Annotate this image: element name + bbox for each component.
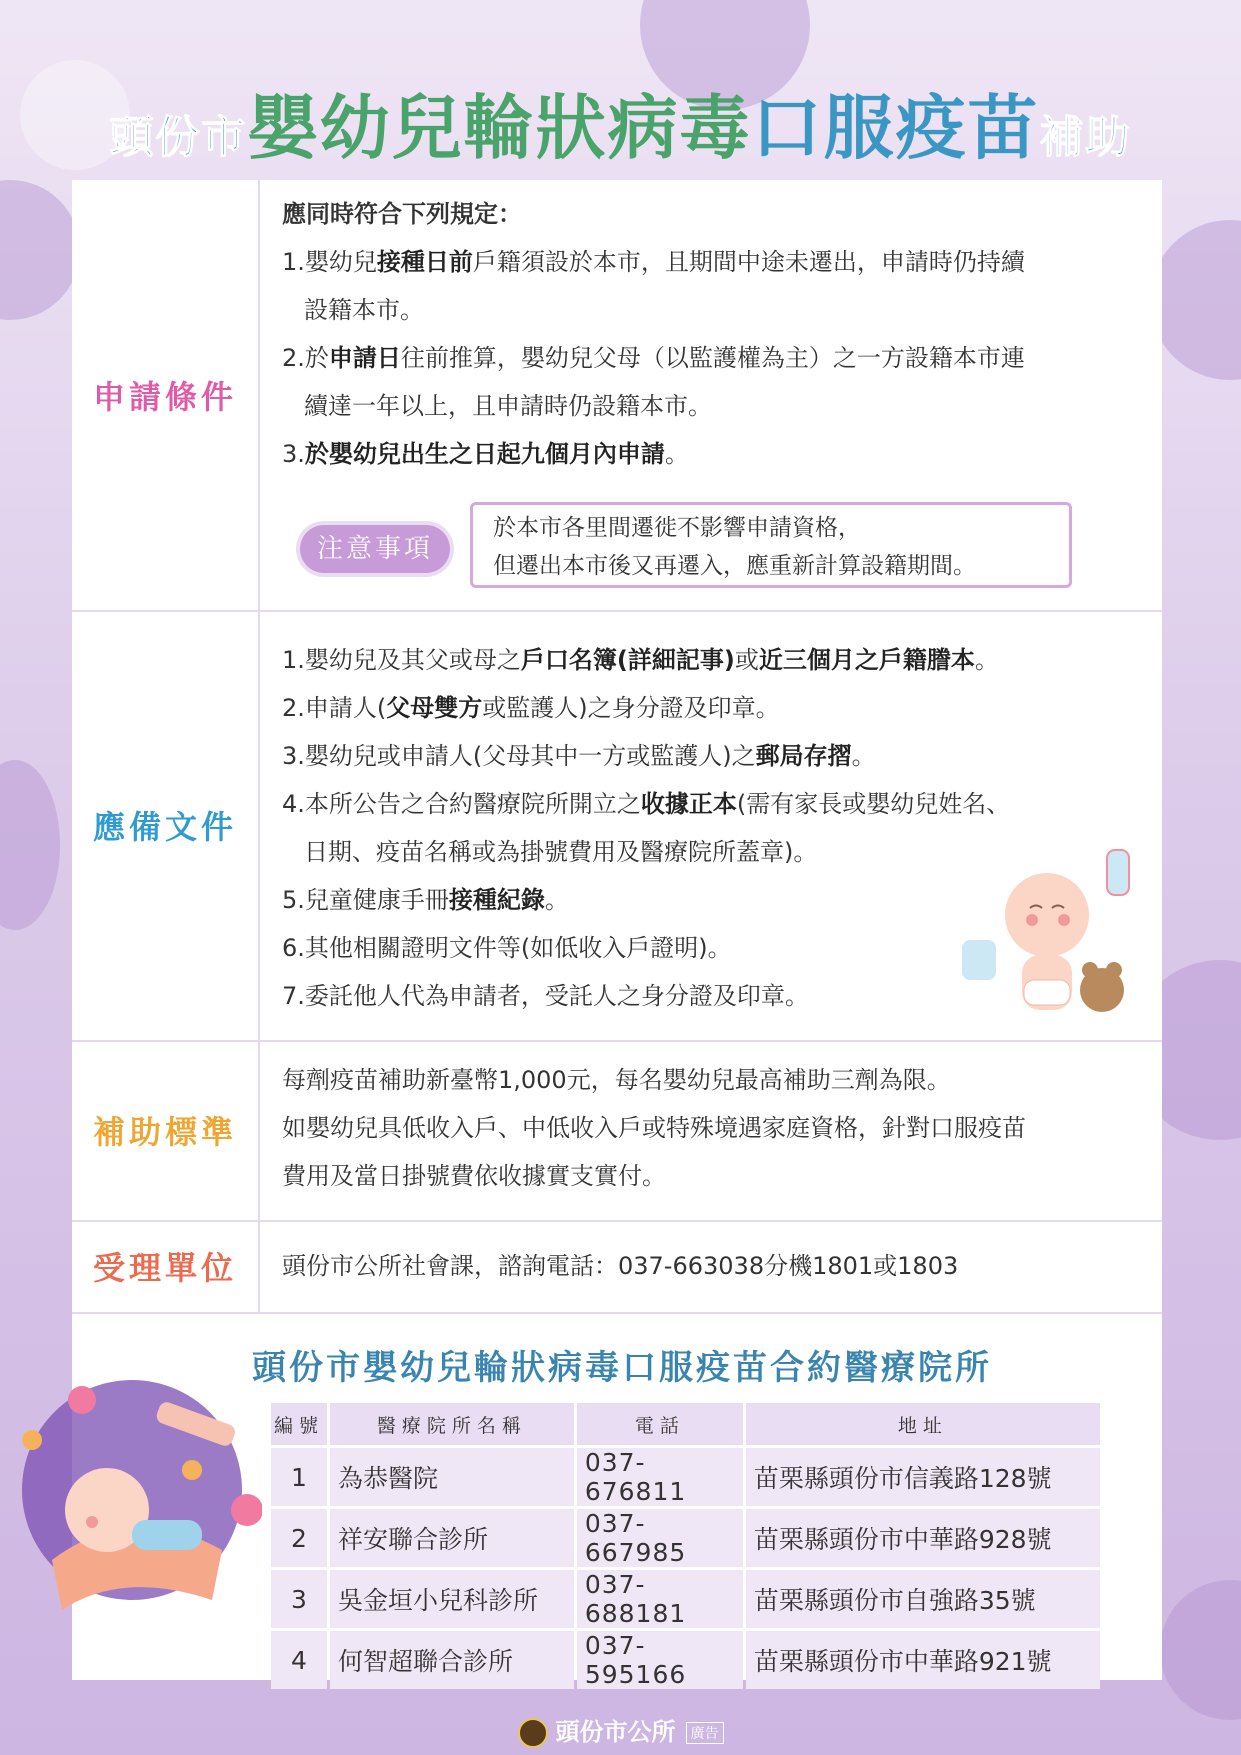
vaccine-baby-illustration (12, 1360, 262, 1620)
clinic-address: 苗栗縣頭份市信義路128號 (746, 1448, 1100, 1506)
table-header-row (271, 1403, 1100, 1445)
header-number: 編號 (271, 1403, 327, 1445)
city-seal-icon (518, 1718, 548, 1748)
condition-item-2-cont: 續達一年以上，且申請時仍設籍本市。 (304, 392, 712, 420)
page-title (0, 72, 1241, 173)
condition-item-2: 2.於申請日往前推算，嬰幼兒父母（以監護權為主）之一方設籍本市連 (282, 344, 1025, 372)
table-row (271, 1631, 1100, 1689)
table-row (271, 1509, 1100, 1567)
clinic-phone: 037-688181 (577, 1570, 743, 1628)
footer (0, 1712, 1241, 1748)
office-label: 受理單位 (72, 1220, 260, 1312)
documents-label: 應備文件 (72, 610, 260, 1040)
conditions-body (282, 190, 1142, 478)
conditions-row (72, 180, 1162, 612)
title-main-blue: 口服疫苗 (751, 87, 1040, 169)
document-item-1: 1.嬰幼兒及其父或母之戶口名簿(詳細記事)或近三個月之戶籍謄本。 (282, 646, 999, 674)
standard-line: 如嬰幼兒具低收入戶、中低收入戶或特殊境遇家庭資格，針對口服疫苗 (282, 1114, 1026, 1142)
header-address: 地址 (746, 1403, 1100, 1445)
clinics-title: 頭份市嬰幼兒輪狀病毒口服疫苗合約醫療院所 (252, 1348, 992, 1388)
note-tag: 注意事項 (300, 525, 450, 573)
note-line: 但遷出本市後又再遷入，應重新計算設籍期間。 (493, 553, 976, 579)
standard-row (72, 1040, 1162, 1222)
clinic-address: 苗栗縣頭份市中華路928號 (746, 1509, 1100, 1567)
document-item-4: 4.本所公告之合約醫療院所開立之收據正本(需有家長或嬰幼兒姓名、 (282, 790, 1011, 818)
baby-illustration (952, 840, 1152, 1040)
clinic-name: 吳金垣小兒科診所 (330, 1570, 574, 1628)
document-item-2: 2.申請人(父母雙方或監護人)之身分證及印章。 (282, 694, 780, 722)
clinic-phone: 037-595166 (577, 1631, 743, 1689)
document-item-3: 3.嬰幼兒或申請人(父母其中一方或監護人)之郵局存摺。 (282, 742, 876, 770)
document-item-7: 7.委託他人代為申請者，受託人之身分證及印章。 (282, 982, 809, 1010)
table-row (271, 1570, 1100, 1628)
condition-item-3: 3.於嬰幼兒出生之日起九個月內申請。 (282, 440, 689, 468)
clinics-table (268, 1400, 1103, 1692)
clinic-name: 何智超聯合診所 (330, 1631, 574, 1689)
title-main-green: 嬰幼兒輪狀病毒 (247, 87, 752, 169)
table-row (271, 1448, 1100, 1506)
clinic-address: 苗栗縣頭份市中華路921號 (746, 1631, 1100, 1689)
row-number: 3 (271, 1570, 327, 1628)
clinic-address: 苗栗縣頭份市自強路35號 (746, 1570, 1100, 1628)
title-suffix: 補助 (1039, 112, 1132, 163)
clinic-name: 為恭醫院 (330, 1448, 574, 1506)
standard-body (282, 1056, 1142, 1200)
header-phone: 電話 (577, 1403, 743, 1445)
document-item-4-cont: 日期、疫苗名稱或為掛號費用及醫療院所蓋章)。 (304, 838, 818, 866)
clinic-phone: 037-676811 (577, 1448, 743, 1506)
row-number: 1 (271, 1448, 327, 1506)
row-number: 4 (271, 1631, 327, 1689)
standard-line: 每劑疫苗補助新臺幣1,000元，每名嬰幼兒最高補助三劑為限。 (282, 1066, 951, 1094)
office-row (72, 1220, 1162, 1314)
standard-line: 費用及當日掛號費依收據實支實付。 (282, 1162, 666, 1190)
clinic-name: 祥安聯合診所 (330, 1509, 574, 1567)
title-prefix: 頭份市 (109, 112, 248, 163)
note-box (470, 502, 1072, 588)
office-text: 頭份市公所社會課，諮詢電話：037-663038分機1801或1803 (282, 1252, 959, 1280)
footer-org: 頭份市公所 (555, 1718, 676, 1746)
standard-label: 補助標準 (72, 1040, 260, 1220)
conditions-label: 申請條件 (72, 180, 260, 610)
note-line: 於本市各里間遷徙不影響申請資格， (493, 515, 861, 541)
document-item-6: 6.其他相關證明文件等(如低收入戶證明)。 (282, 934, 732, 962)
document-item-5: 5.兒童健康手冊接種紀錄。 (282, 886, 569, 914)
clinic-phone: 037-667985 (577, 1509, 743, 1567)
header-name: 醫療院所名稱 (330, 1403, 574, 1445)
documents-row (72, 610, 1162, 1042)
row-number: 2 (271, 1509, 327, 1567)
condition-item-1: 1.嬰幼兒接種日前戶籍須設於本市，且期間中途未遷出，申請時仍持續 (282, 248, 1025, 276)
ad-tag: 廣告 (686, 1722, 724, 1744)
condition-item-1-cont: 設籍本市。 (304, 296, 424, 324)
content-panel (72, 180, 1162, 1689)
conditions-intro: 應同時符合下列規定： (282, 200, 522, 228)
